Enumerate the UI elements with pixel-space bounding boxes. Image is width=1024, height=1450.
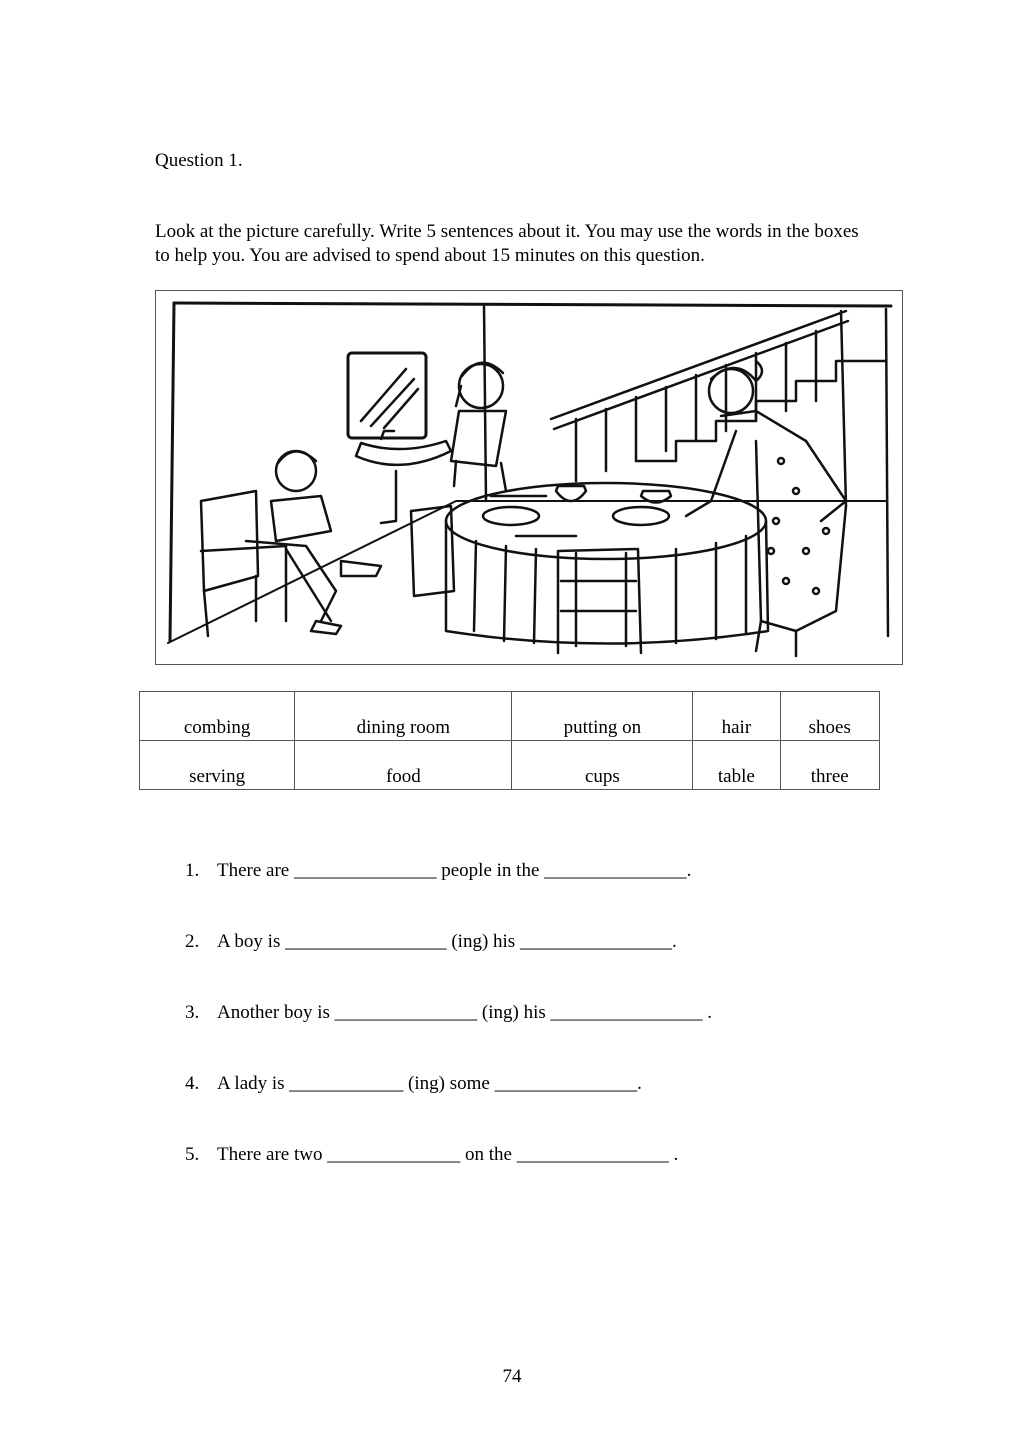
sentence-list (185, 860, 712, 1215)
word-cell: food (295, 741, 512, 790)
sentence-item (185, 1144, 712, 1215)
dining-table-icon (446, 483, 768, 646)
question-title: Question 1. (155, 150, 243, 171)
sentence-item (185, 1073, 712, 1144)
sentence-text[interactable]: There are _______________ people in the _______________. (217, 860, 692, 881)
word-cell: hair (693, 692, 780, 741)
sentence-text[interactable]: There are two ______________ on the ________________ . (217, 1144, 679, 1165)
dining-room-illustration (155, 290, 903, 665)
sentence-number: 2. (185, 931, 200, 952)
sentence-item (185, 931, 712, 1002)
sentence-item (185, 860, 712, 931)
lady-serving-food-icon (686, 361, 846, 656)
word-box-row (140, 692, 880, 741)
sentence-number: 3. (185, 1002, 200, 1023)
boy-putting-on-shoes-icon (246, 451, 381, 634)
word-cell: cups (512, 741, 693, 790)
sentence-number: 1. (185, 860, 200, 881)
word-cell: table (693, 741, 780, 790)
sentence-number: 4. (185, 1073, 200, 1094)
sentence-text[interactable]: A lady is ____________ (ing) some _______________. (217, 1073, 642, 1094)
word-box-row (140, 741, 880, 790)
word-cell: putting on (512, 692, 693, 741)
sentence-number: 5. (185, 1144, 200, 1165)
word-cell: combing (140, 692, 295, 741)
word-cell: three (780, 741, 879, 790)
sentence-text[interactable]: Another boy is _______________ (ing) his ________________ . (217, 1002, 713, 1023)
word-box (139, 691, 880, 790)
page-number: 74 (502, 1366, 522, 1387)
word-cell: shoes (780, 692, 879, 741)
sentence-text[interactable]: A boy is _________________ (ing) his ________________. (217, 931, 677, 952)
boy-combing-hair-icon (451, 363, 506, 491)
word-cell: dining room (295, 692, 512, 741)
word-cell: serving (140, 741, 295, 790)
mirror-sink-icon (348, 353, 451, 523)
instructions: Look at the picture carefully. Write 5 sentences about it. You may use the words in the boxes to help you. You are advised to spend about 15 minutes on this question. (155, 221, 859, 266)
sentence-item (185, 1002, 712, 1073)
